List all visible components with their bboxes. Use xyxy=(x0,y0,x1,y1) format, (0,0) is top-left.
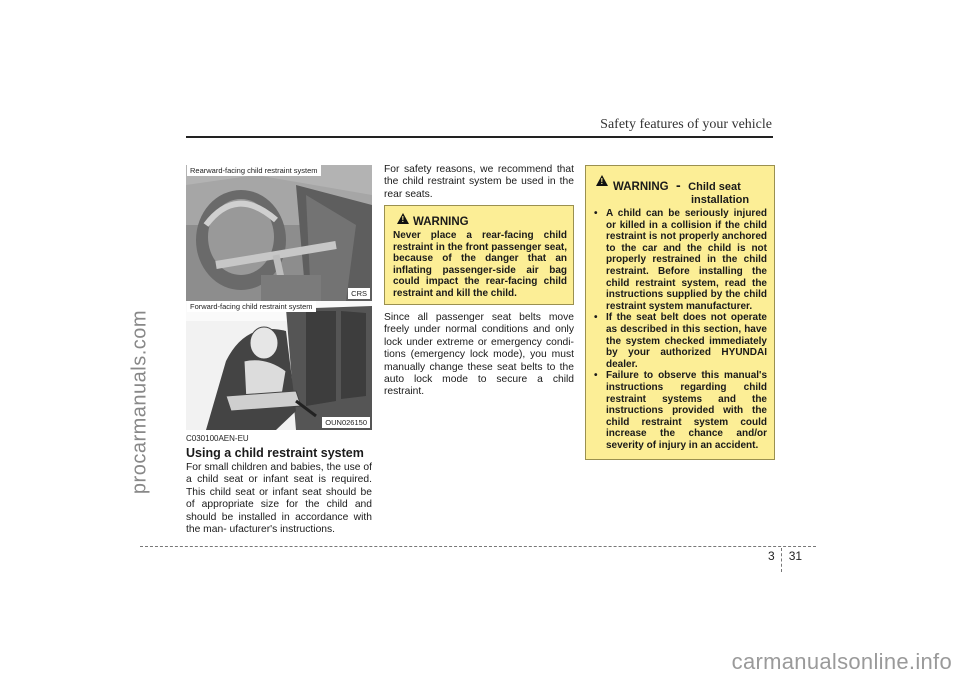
warning-title: WARNING xyxy=(613,181,669,193)
page-number-value: 31 xyxy=(788,549,803,563)
warning-triangle-icon xyxy=(596,175,608,186)
child-restraint-section xyxy=(186,434,372,536)
warning-bullet: • A child can be seriously injured or killed in a collision if the child restraint is not properly anchored to the car and the child is not properly restrained in the child restraint. Before installing the child restraint system, read the instructions supplied by the child restraint system manufacturer. xyxy=(594,208,767,312)
forward-facing-seat-photo xyxy=(186,301,372,430)
warning-header xyxy=(586,166,774,206)
rear-seat-recommendation: For safety reasons, we recommend that the child restraint system be used in the rear seats. xyxy=(384,164,574,200)
chapter-number: 3 xyxy=(768,549,775,563)
warning-box-child-seat-installation xyxy=(585,165,775,460)
header-rule xyxy=(186,136,773,138)
rear-photo-label: Rearward-facing child restraint system xyxy=(187,165,321,176)
forward-photo-label: Forward-facing child restraint system xyxy=(187,301,316,312)
middle-column xyxy=(384,164,574,201)
warning-subtitle-line1: Child seat xyxy=(688,181,741,193)
warning-bullet: • If the seat belt does not operate as described in this section, have the system checked immediately by your authorized HYUNDAI dealer. xyxy=(594,312,767,370)
seat-belt-lock-body: Since all passenger seat belts move freely under normal conditions and only lock under extreme or emergency condi- tions (emergency lock mode), you must manually change these seat belts to the auto lock mode to secure a child restraint. xyxy=(384,312,574,398)
warning-bullet-list xyxy=(586,206,774,451)
side-watermark-text: procarmanuals.com xyxy=(128,309,151,495)
warning-body: Never place a rear-facing child restraint in the front passenger seat, because of the danger that an inflating passenger-side air bag could impact the rear-facing child restraint and kill the child. xyxy=(393,230,567,299)
section-title: Using a child restraint system xyxy=(186,446,364,460)
page-number xyxy=(768,549,802,572)
rear-facing-seat-photo xyxy=(186,165,372,301)
rear-seat-illustration xyxy=(186,165,372,301)
footer-rule xyxy=(140,546,816,547)
warning-box-rear-facing xyxy=(384,205,574,305)
warning-title: WARNING xyxy=(413,216,469,228)
warning-subtitle-line2: installation xyxy=(691,194,750,206)
warning-title-dash: - xyxy=(676,177,681,193)
page-number-separator xyxy=(781,548,783,572)
section-ref-code: C030100AEN-EU xyxy=(186,434,249,443)
warning-triangle-icon xyxy=(397,213,409,224)
forward-seat-illustration xyxy=(186,301,372,430)
forward-photo-code: OUN026150 xyxy=(322,417,370,428)
rear-photo-code: CRS xyxy=(348,288,370,299)
bottom-watermark: carmanualsonline.info xyxy=(731,649,952,674)
seat-belt-lock-text xyxy=(384,312,574,399)
page-header-title: Safety features of your vehicle xyxy=(600,117,772,132)
section-body: For small children and babies, the use of a child seat or infant seat is required. This child seat or infant seat should be of appropriate size for the child and should be installed in accordance with the man- ufacturer's instructions. xyxy=(186,462,372,536)
warning-header xyxy=(385,206,573,228)
warning-bullet: • Failure to observe this manual's instructions regarding child restraint systems and the instructions provided with the child restraint system could increase the chance and/or severity of injury in an accident. xyxy=(594,370,767,451)
